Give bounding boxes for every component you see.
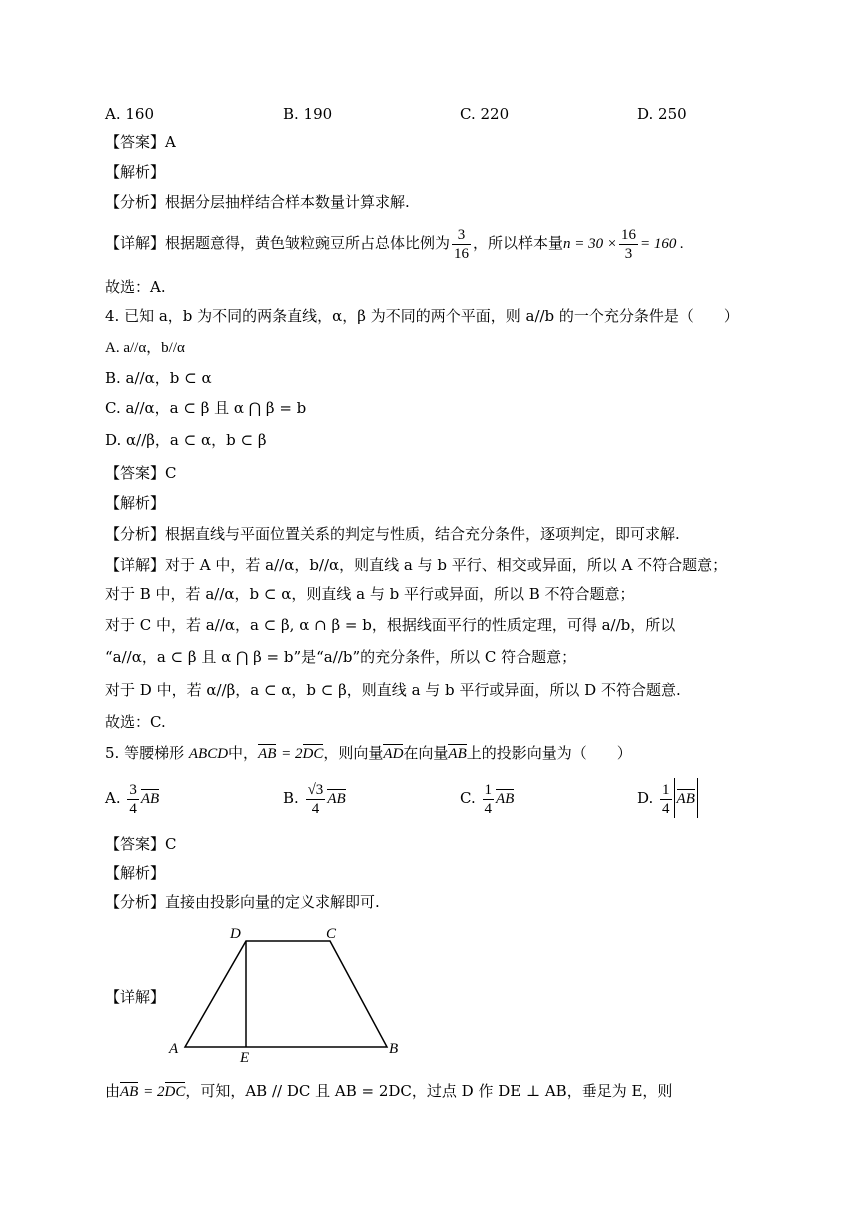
- frac-denominator: 4: [484, 800, 492, 817]
- vector-ab: AB: [120, 1084, 139, 1100]
- frac-numerator: 3: [452, 226, 471, 245]
- vector-ab: AB: [676, 791, 695, 807]
- option-label: C.: [460, 789, 476, 807]
- q4-option-d: D. α//β，a ⊂ α，b ⊂ β: [105, 431, 267, 449]
- q3-detail: [105, 224, 684, 263]
- q5-fenxi: 【分析】直接由投影向量的定义求解即可.: [105, 893, 380, 911]
- q4-fenxi: 【分析】根据直线与平面位置关系的判定与性质，结合充分条件，逐项判定，即可求解.: [105, 525, 680, 543]
- q4-option-c: C. a//α，a ⊂ β 且 α ⋂ β = b: [105, 399, 307, 417]
- q4-stem: 4. 已知 a，b 为不同的两条直线，α，β 为不同的两个平面，则 a//b 的一个充分条件是（ ）: [105, 307, 739, 325]
- q5-detail-label: 【详解】: [105, 988, 166, 1006]
- vertex-label-c: C: [326, 926, 337, 942]
- q4-detail-line: “a//α，a ⊂ β 且 α ⋂ β = b”是“a//b”的充分条件，所以 C 符合题意；: [105, 648, 577, 666]
- frac-denominator: 4: [662, 800, 670, 817]
- q5-last-line: [105, 1081, 672, 1102]
- q4-detail-line: 对于 C 中，若 a//α，a ⊂ β, α ∩ β = b，根据线面平行的性质定理，可得 a//b，所以: [105, 616, 676, 634]
- frac-numerator: 3: [129, 781, 137, 798]
- vector-dc: DC: [164, 1084, 186, 1100]
- q3-analysis-label: 【解析】: [105, 163, 166, 181]
- q3-eq-left: n = 30 ×: [563, 236, 618, 252]
- option-label: A.: [105, 789, 121, 807]
- frac-numerator: √3: [307, 781, 324, 798]
- q5-option-a: [105, 778, 159, 818]
- q4-detail-line: 对于 B 中，若 a//α，b ⊂ α，则直线 a 与 b 平行或异面，所以 B 不符合题意；: [105, 585, 635, 603]
- frac-denominator: 4: [311, 800, 320, 817]
- option-fraction: [306, 781, 326, 818]
- q5-option-b: [283, 778, 346, 818]
- option-label: D.: [637, 789, 654, 807]
- q3-option-c: C. 220: [460, 105, 510, 123]
- trapezoid-outline: [185, 941, 387, 1047]
- q4-option-b: B. a//α，b ⊂ α: [105, 369, 212, 387]
- vector-ab: AB: [448, 746, 467, 762]
- q5-option-c: [460, 778, 514, 818]
- q5-stem-mid: 在向量: [403, 744, 449, 762]
- q5-analysis-label: 【解析】: [105, 864, 166, 882]
- frac-numerator: 1: [484, 781, 492, 798]
- q5-stem-mid: 中，: [228, 744, 259, 762]
- q3-option-a: A. 160: [105, 105, 154, 123]
- option-fraction: [483, 781, 495, 818]
- q3-answer: 【答案】A: [105, 133, 176, 151]
- q5-stem-prefix: 5. 等腰梯形: [105, 744, 185, 762]
- q4-detail-line: 对于 D 中，若 α//β，a ⊂ α，b ⊂ β，则直线 a 与 b 平行或异面，所以 D 不符合题意.: [105, 681, 681, 699]
- q4-option-a: A. a//α，b//α: [105, 340, 185, 356]
- q3-option-d: D. 250: [637, 105, 687, 123]
- frac-denominator: 4: [129, 800, 137, 817]
- vertex-label-e: E: [240, 1050, 250, 1065]
- q5-trapezoid-name: ABCD: [188, 746, 229, 762]
- vertex-label-b: B: [389, 1041, 399, 1057]
- option-fraction: [660, 781, 672, 818]
- frac-numerator: 1: [662, 781, 670, 798]
- vector-ab: AB: [327, 791, 346, 807]
- q3-fraction-2: [619, 226, 638, 263]
- q3-detail-prefix: 【详解】根据题意得，黄色皱粒豌豆所占总体比例为: [105, 234, 451, 252]
- vector-ab: AB: [258, 746, 277, 762]
- frac-numerator: 16: [621, 226, 637, 243]
- q4-answer: 【答案】C: [105, 464, 177, 482]
- q5-equals: = 2: [281, 746, 303, 762]
- q3-detail-mid: ，所以样本量: [473, 234, 564, 252]
- q5-equals: = 2: [143, 1084, 165, 1100]
- frac-denominator: 3: [624, 245, 633, 262]
- q3-eq-right: = 160 .: [640, 236, 684, 252]
- q5-answer: 【答案】C: [105, 835, 177, 853]
- vertex-label-a: A: [169, 1041, 179, 1057]
- abs-bars: [674, 778, 698, 818]
- q3-guxuan: 故选：A.: [105, 278, 166, 296]
- q5-option-d: [637, 778, 698, 818]
- q5-last-prefix: 由: [105, 1082, 121, 1100]
- vector-ad: AD: [383, 746, 404, 762]
- q3-fenxi: 【分析】根据分层抽样结合样本数量计算求解.: [105, 193, 410, 211]
- vertex-label-d: D: [230, 926, 241, 942]
- option-fraction: [127, 781, 139, 818]
- q4-detail-line: 【详解】对于 A 中，若 a//α，b//α，则直线 a 与 b 平行、相交或异面，所以 A 不符合题意；: [105, 556, 728, 574]
- q3-fraction-1: [452, 226, 471, 263]
- q5-stem: [105, 743, 632, 764]
- q4-analysis-label: 【解析】: [105, 494, 166, 512]
- q4-guxuan: 故选：C.: [105, 713, 166, 731]
- q3-option-b: B. 190: [283, 105, 333, 123]
- trapezoid-figure: [160, 920, 420, 1065]
- vector-ab: AB: [140, 791, 160, 807]
- q5-stem-mid: ，则向量: [323, 744, 384, 762]
- q5-last-mid: ，可知，AB // DC 且 AB = 2DC，过点 D 作 DE ⊥ AB，垂足为 E，则: [185, 1082, 673, 1100]
- vector-dc: DC: [302, 746, 324, 762]
- q5-stem-end: 上的投影向量为（ ）: [466, 744, 632, 762]
- frac-denominator: 16: [454, 245, 470, 262]
- option-label: B.: [283, 789, 299, 807]
- vector-ab: AB: [496, 791, 515, 807]
